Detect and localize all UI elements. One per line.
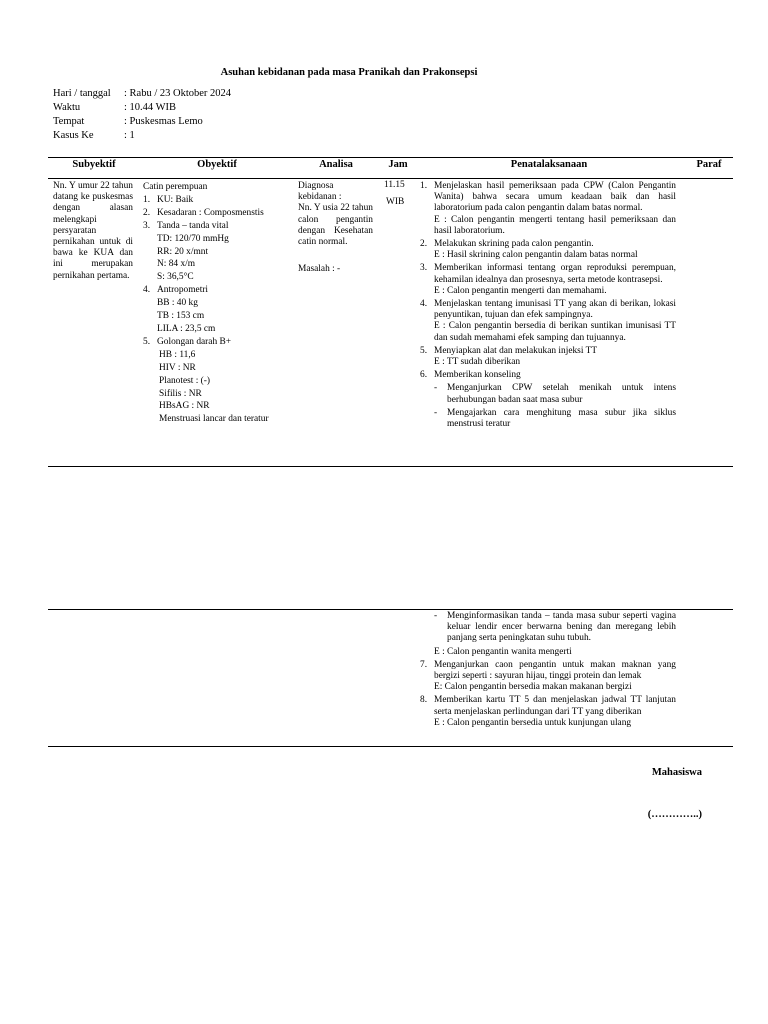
evaluasi: E : Calon pengantin bersedia untuk kunjungan ulang (434, 717, 632, 728)
penatalaksanaan-cell (420, 181, 676, 430)
konseling-item: - Menganjurkan CPW setelah menikah untuk intens berhubungan badan saat masa subur (434, 383, 676, 405)
evaluasi: E : Calon pengantin mengerti dan memahami. (434, 285, 607, 296)
table-bottom-rule-page2 (48, 746, 733, 747)
info-value: : Puskesmas Lemo (124, 116, 203, 127)
evaluasi: E : Hasil skrining calon pengantin dalam batas normal (434, 250, 638, 261)
analisa-diagnosa: Nn. Y usia 22 tahun calon pengantin dengan Kesehatan catin normal. (298, 203, 373, 248)
jam-unit: WIB (386, 197, 405, 208)
analisa-masalah: Masalah : - (298, 264, 341, 275)
table-header-rule (48, 178, 733, 179)
list-item: 4. Antropometri BB : 40 kg TB : 153 cm LILA : 23,5 cm (143, 284, 291, 336)
list-item: 5. Golongan darah B+ HB : 11,6 HIV : NR Planotest : (-) Sifilis : NR HBsAG : NR Menstruasi lancar dan teratur (143, 336, 291, 426)
evaluasi: E: Calon pengantin bersedia makan makanan bergizi (434, 682, 632, 693)
vital-s: S: 36,5°C (157, 272, 194, 283)
list-item: 4. Menjelaskan tentang imunisasi TT yang akan di berikan, lokasi penyuntikan, tujuan dan efek sampingnya. (420, 299, 676, 321)
document-title: Asuhan kebidanan pada masa Pranikah dan Prakonsepsi (220, 67, 478, 78)
jam-time: 11.15 (384, 180, 405, 190)
antro-tb: TB : 153 cm (157, 311, 205, 322)
signature-blank: (…………..) (647, 809, 702, 820)
table-bottom-rule (48, 466, 733, 467)
lab-hb: HB : 11,6 (159, 349, 196, 360)
vital-td: TD: 120/70 mmHg (157, 233, 229, 244)
info-value: : 10.44 WIB (124, 102, 177, 113)
jam-cell (384, 180, 416, 208)
info-label: Kasus Ke (53, 130, 94, 141)
antro-bb: BB : 40 kg (157, 298, 198, 309)
list-item: 8. Memberikan kartu TT 5 dan menjelaskan jadwal TT lanjutan serta menjelaskan perlindungan dari TT yang diberikan (420, 695, 676, 717)
header-paraf: Paraf (696, 159, 722, 170)
header-jam: Jam (388, 159, 408, 170)
antro-lila: LILA : 23,5 cm (157, 323, 216, 334)
lab-hbsag: HBsAG : NR (159, 401, 210, 412)
list-item: 7. Menganjurkan caon pengantin untuk makan maknan yang bergizi seperti : sayuran hijau, tinggi protein dan lemak (420, 659, 676, 682)
obyektif-cell (143, 181, 291, 426)
penatalaksanaan-cell-page2 (420, 611, 676, 731)
list-item: 3. Tanda – tanda vital TD: 120/70 mmHg RR: 20 x/mnt N: 84 x/m S: 36,5°C (143, 220, 291, 285)
header-analisa: Analisa (319, 159, 353, 170)
table-top-rule (48, 157, 733, 158)
subyektif-text: Nn. Y umur 22 tahun datang ke puskesmas dengan alasan melengkapi persyaratan pernikahan untuk di bawa ke KUA dan ini merupakan pernikahan pertama. (53, 181, 133, 281)
menstruasi-note: Menstruasi lancar dan teratur (159, 414, 269, 425)
list-item: 3. Memberikan informasi tentang organ reproduksi perempuan, kehamilan idealnya dan prosesnya, serta metode kontrasepsi. (420, 263, 676, 285)
header-penatalaksanaan: Penatalaksanaan (510, 159, 588, 170)
obyektif-list (143, 194, 291, 426)
evaluasi: E : Calon pengantin mengerti tentang hasil pemeriksaan dan hasil laboratorium. (434, 214, 676, 236)
analisa-cell (298, 181, 373, 275)
list-item: 6. Memberikan konseling (420, 370, 521, 381)
list-item: 2. Melakukan skrining pada calon pengantin. (420, 239, 594, 250)
obyektif-intro: Catin perempuan (143, 182, 208, 192)
header-obyektif: Obyektif (197, 159, 237, 170)
konseling-item: - Menginformasikan tanda – tanda masa subur seperti vagina keluar lendir encer berwarna bening dan meregang lebih panjang serta peningkatan suhu tubuh. (434, 611, 676, 644)
signature-role: Mahasiswa (651, 767, 702, 778)
list-item: 5. Menyiapkan alat dan melakukan injeksi TT (420, 345, 598, 356)
analisa-diagnosa-label: Diagnosa kebidanan : (298, 181, 342, 203)
evaluasi: E : Calon pengantin bersedia di berikan suntikan imunisasi TT dan sudah memahami efek samping dan tujuannya. (434, 321, 676, 343)
info-value: : Rabu / 23 Oktober 2024 (124, 88, 232, 99)
lab-hiv: HIV : NR (159, 362, 196, 373)
list-item: 2. Kesadaran : Composmenstis (143, 207, 264, 218)
lab-planotest: Planotest : (-) (159, 375, 211, 386)
info-label: Hari / tanggal (53, 88, 111, 99)
table-top-rule-page2 (48, 609, 733, 610)
list-item: 1. KU: Baik (143, 194, 194, 205)
list-item: 1. Menjelaskan hasil pemeriksaan pada CPW (Calon Pengantin Wanita) bahwa secara umum keadaan baik dan hasil laboratorium pada calon pengantin dalam batas normal. (420, 181, 676, 214)
konseling-item: - Mengajarkan cara menghitung masa subur jika siklus menstrusi teratur (434, 407, 676, 430)
info-value: : 1 (124, 130, 135, 141)
evaluasi: E : Calon pengantin wanita mengerti (434, 646, 572, 657)
lab-sifilis: Sifilis : NR (159, 388, 202, 399)
header-subyektif: Subyektif (72, 159, 116, 170)
evaluasi: E : TT sudah diberikan (434, 357, 521, 368)
info-label: Waktu (53, 102, 81, 113)
vital-n: N: 84 x/m (157, 259, 196, 270)
info-label: Tempat (53, 116, 85, 127)
vital-rr: RR: 20 x/mnt (157, 246, 209, 257)
